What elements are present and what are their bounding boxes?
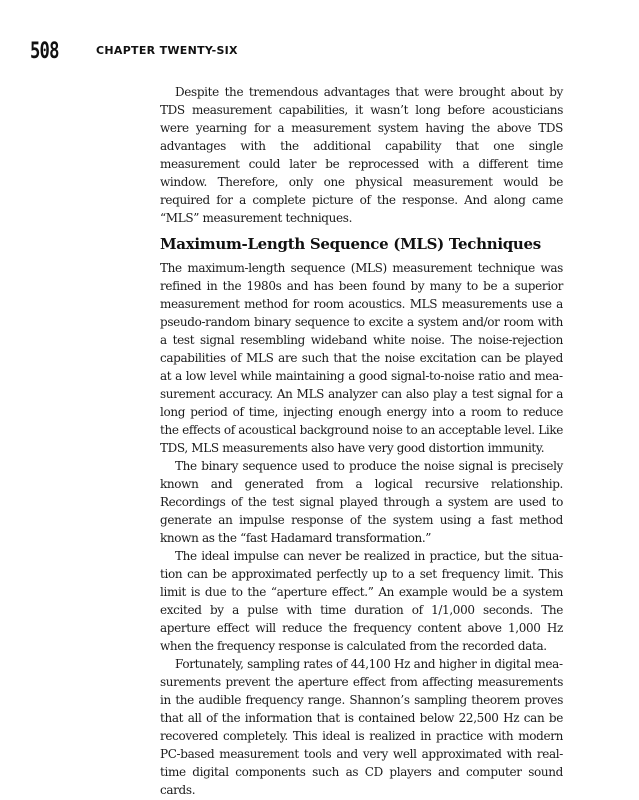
body-paragraph: The maximum-length sequence (MLS) measurement technique was refined in the 1980s and has been found by many to be a superior measurement method for room acoustics. MLS measurements use a pseudo-random binary sequence to excite a system and/or room with a test signal resembling wideband white noise. The noise-rejection capabilities of MLS are such that the noise excitation can be played at a low level while maintaining a good signal-to-noise ratio and measurement accuracy. An MLS analyzer can also play a test signal for a long period of time, injecting enough energy into a room to reduce the effects of acoustical background noise to an acceptable level. Like TDS, MLS measurements also have very good distortion immunity.: [160, 261, 563, 455]
body-paragraph: The ideal impulse can never be realized in practice, but the situation can be approximated perfectly up to a set frequency limit. This limit is due to the “aperture effect.” An example would be a system excited by a pulse with time duration of 1/1,000 seconds. The aperture effect will reduce the frequency content above 1,000 Hz when the frequency response is calculated from the recorded data.: [160, 549, 563, 653]
body-paragraph: The binary sequence used to produce the noise signal is precisely known and generated from a logical recursive relationship. Recordings of the test signal played through a system are used to generate an impulse response of the system using a fast method known as the “fast Hadamard transformation.”: [160, 459, 563, 545]
page-number: 508: [30, 39, 59, 64]
body-paragraph: Fortunately, sampling rates of 44,100 Hz and higher in digital measurements prevent the aperture effect from affecting measurements in the audible frequency range. Shannon’s sampling theorem proves that all of the information that is contained below 22,500 Hz can be recovered completely. This ideal is realized in practice with modern PC-based measurement tools and very well approximated with real-time digital components such as CD players and computer sound cards.: [160, 657, 563, 797]
section-heading: Maximum-Length Sequence (MLS) Techniques: [160, 235, 541, 253]
intro-paragraph: Despite the tremendous advantages that were brought about by TDS measurement capabilities, it wasn’t long before acousticians were yearning for a measurement system having the above TDS advantages with the additional capability that one single measurement could later be reprocessed with a different time window. Therefore, only one physical measurement would be required for a complete picture of the response. And along came “MLS” measurement techniques.: [160, 85, 563, 225]
chapter-title: CHAPTER TWENTY-SIX: [96, 44, 238, 57]
body-text: [160, 83, 563, 799]
